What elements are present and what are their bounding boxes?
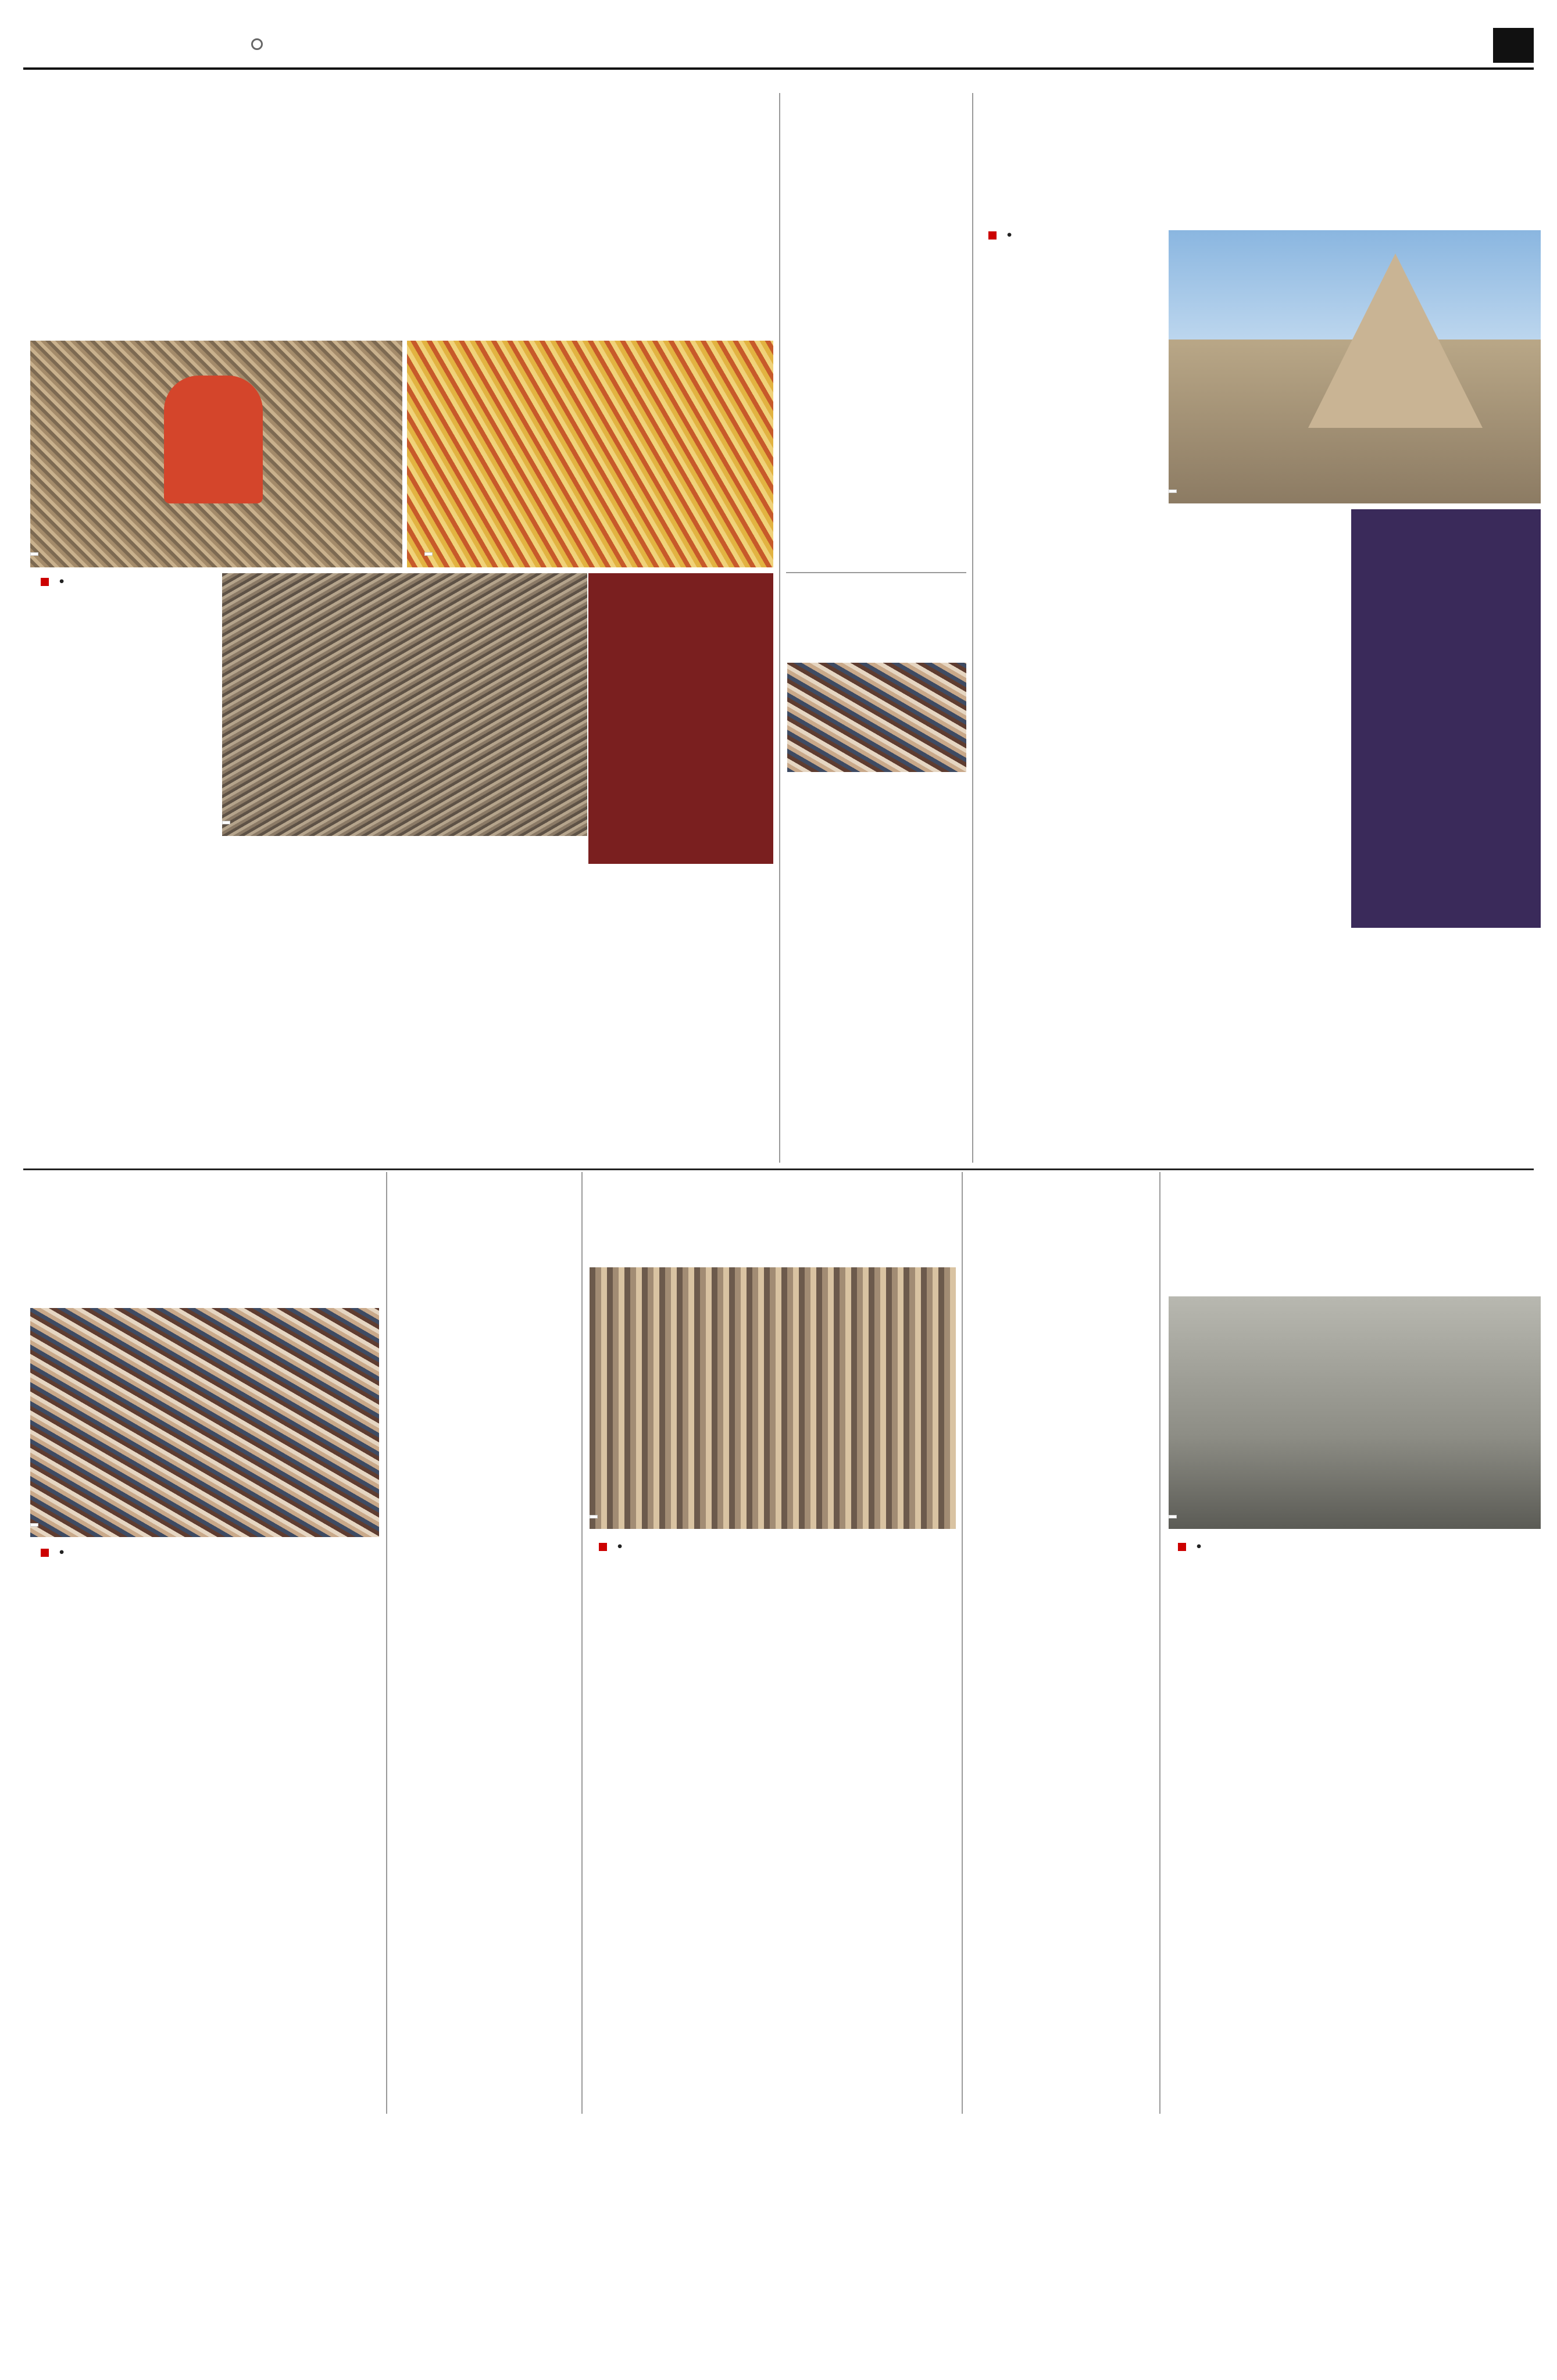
- story3-photo: [787, 663, 966, 772]
- byline-sep: •: [1006, 229, 1013, 242]
- rule: [1159, 1172, 1160, 2114]
- story1-caption3: [222, 821, 230, 824]
- byline-sep: •: [58, 1546, 66, 1559]
- story1-photo3: [222, 573, 587, 836]
- story4-col1: [981, 272, 1162, 1162]
- story8-body: [970, 1262, 1154, 2104]
- story1-photo2: [407, 341, 773, 567]
- story4-photo: [1169, 230, 1541, 503]
- story1-col4: [588, 870, 773, 1155]
- story9-photo: [1169, 1296, 1541, 1529]
- story3-body: [787, 777, 966, 1155]
- story6-body: [393, 1262, 576, 2104]
- story1-col2: [222, 842, 397, 1144]
- story9-caption: [1169, 1515, 1177, 1518]
- temple-spire: [1308, 253, 1483, 428]
- rule: [786, 572, 966, 573]
- story1-caption2: [424, 552, 433, 556]
- masthead: [23, 23, 1534, 70]
- rule: [779, 93, 780, 1163]
- story5-caption: [30, 1523, 38, 1527]
- story2-body: [787, 172, 966, 567]
- story1-col3: [405, 842, 585, 1156]
- story7-photo: [590, 1267, 956, 1529]
- rule: [972, 93, 973, 1163]
- rule: [962, 1172, 963, 2114]
- story4-byline: [988, 229, 1017, 242]
- story9-byline: [1178, 1541, 1207, 1553]
- byline-sep: •: [616, 1541, 624, 1553]
- story1-photo1: [30, 341, 402, 567]
- story1-sidebox: [588, 573, 773, 864]
- story5-col1: [31, 1588, 203, 2106]
- story4-col2: [1169, 509, 1343, 887]
- story7-caption: [590, 1515, 598, 1518]
- rule: [581, 1172, 583, 2114]
- byline-marker: [599, 1543, 607, 1551]
- byline-sep: •: [1195, 1541, 1203, 1553]
- story5-col2: [210, 1546, 380, 2106]
- story4-box: [1351, 509, 1541, 928]
- story5-photo: [30, 1308, 379, 1537]
- page-number: [1493, 28, 1534, 63]
- palki: [164, 376, 263, 503]
- story9-col1: [1169, 1581, 1349, 2104]
- story9-col2: [1358, 1541, 1540, 2104]
- byline-marker: [41, 1549, 49, 1557]
- rule: [386, 1172, 387, 2114]
- globe-icon: [251, 38, 263, 50]
- story1-caption1: [30, 552, 38, 556]
- byline-sep: •: [58, 576, 66, 588]
- story1-col1: [31, 619, 216, 1243]
- story7-col2: [776, 1541, 956, 2104]
- byline-marker: [988, 231, 997, 240]
- rule: [23, 1168, 1534, 1170]
- story7-col1: [590, 1581, 766, 2104]
- story4-caption: [1169, 489, 1177, 493]
- story7-byline: [599, 1541, 628, 1553]
- story1-byline: [41, 576, 70, 588]
- byline-marker: [1178, 1543, 1186, 1551]
- byline-marker: [41, 578, 49, 586]
- story4-col3: [1169, 953, 1541, 1163]
- story5-byline: [41, 1546, 70, 1559]
